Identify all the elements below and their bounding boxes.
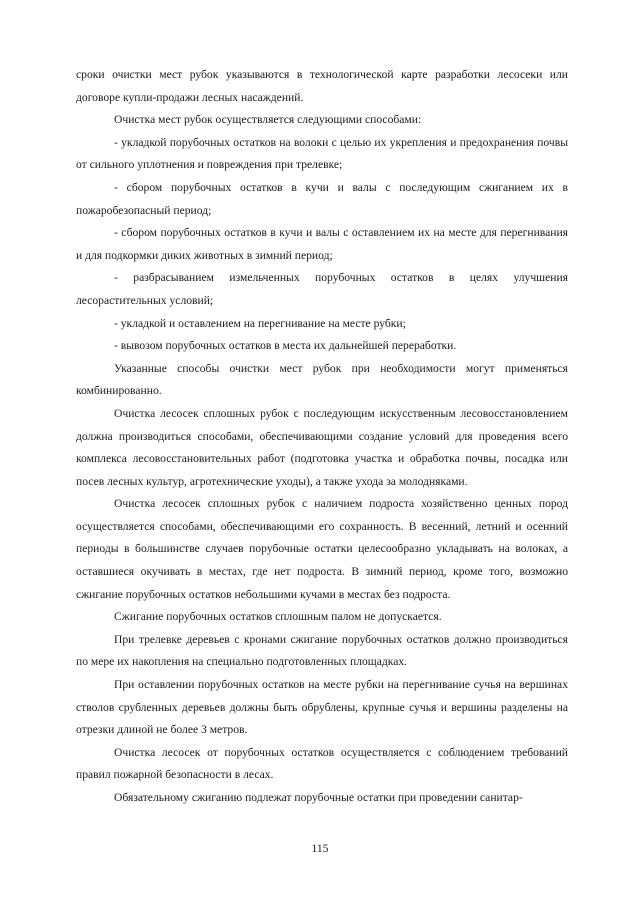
paragraph-artificial-reforestation: Очистка лесосек сплошных рубок с последующим искусственным лесовосстановлением должна производиться способами, обеспечивающими создание условий для проведения всего комплекса лесовосстановительных работ (подготовка участка и обработка почвы, посадка или посев лесных культур, агротехнические уходы), а также ухода за молодняками. [76, 406, 568, 488]
body-text [76, 64, 568, 810]
page-number: 115 [311, 842, 329, 855]
paragraph-mandatory-burning: Обязательному сжиганию подлежат порубочные остатки при проведении санитар- [114, 791, 523, 804]
list-item-method-4: - разбрасыванием измельченных порубочных остатков в целях улучшения лесорастительных условий; [76, 271, 568, 307]
paragraph-continuation: сроки очистки мест рубок указываются в технологической карте разработки лесосеки или договоре купли-продажи лесных насаждений. [76, 68, 568, 104]
list-item-method-5: - укладкой и оставлением на перегнивание на месте рубки; [114, 316, 406, 330]
paragraph-no-solid-burning: Сжигание порубочных остатков сплошным палом не допускается. [114, 610, 442, 624]
paragraph-methods-intro: Очистка мест рубок осуществляется следующими способами: [114, 113, 422, 127]
paragraph-undergrowth: Очистка лесосек сплошных рубок с наличием подроста хозяйственно ценных пород осуществляется способами, обеспечивающими его сохранность. В весенний, летний и осенний периоды в большинстве случаев порубочные остатки целесообразно укладывать на волоках, а оставшиеся окучивать в местах, где нет подроста. В зимний период, кроме того, возможно сжигание порубочных остатков небольшими кучами в местах без подроста. [76, 497, 568, 601]
list-item-method-1: - укладкой порубочных остатков на волоки с целью их укрепления и предохранения почвы от сильного уплотнения и повреждения при трелевке; [76, 135, 568, 172]
list-item-method-6: - вывозом порубочных остатков в места их дальнейшей переработки. [114, 339, 457, 353]
paragraph-leaving-to-rot: При оставлении порубочных остатков на месте рубки на перегнивание сучья на вершинах стволов срубленных деревьев должны быть обрублены, крупные сучья и вершины разделены на отрезки длиной не более 3 метров. [76, 678, 568, 737]
list-item-method-3: - сбором порубочных остатков в кучи и валы с оставлением их на месте для перегнивания и для подкормки диких животных в зимний период; [76, 226, 568, 262]
paragraph-combined: Указанные способы очистки мест рубок при необходимости могут применяться комбинированно. [76, 361, 568, 398]
paragraph-skidding-burning: При трелевке деревьев с кронами сжигание порубочных остатков должно производиться по мере их накопления на специально подготовленных площадках. [76, 632, 568, 669]
list-item-method-2: - сбором порубочных остатков в кучи и валы с последующим сжиганием их в пожаробезопасный период; [76, 180, 568, 217]
paragraph-fire-safety: Очистка лесосек от порубочных остатков осуществляется с соблюдением требований правил пожарной безопасности в лесах. [76, 745, 568, 782]
